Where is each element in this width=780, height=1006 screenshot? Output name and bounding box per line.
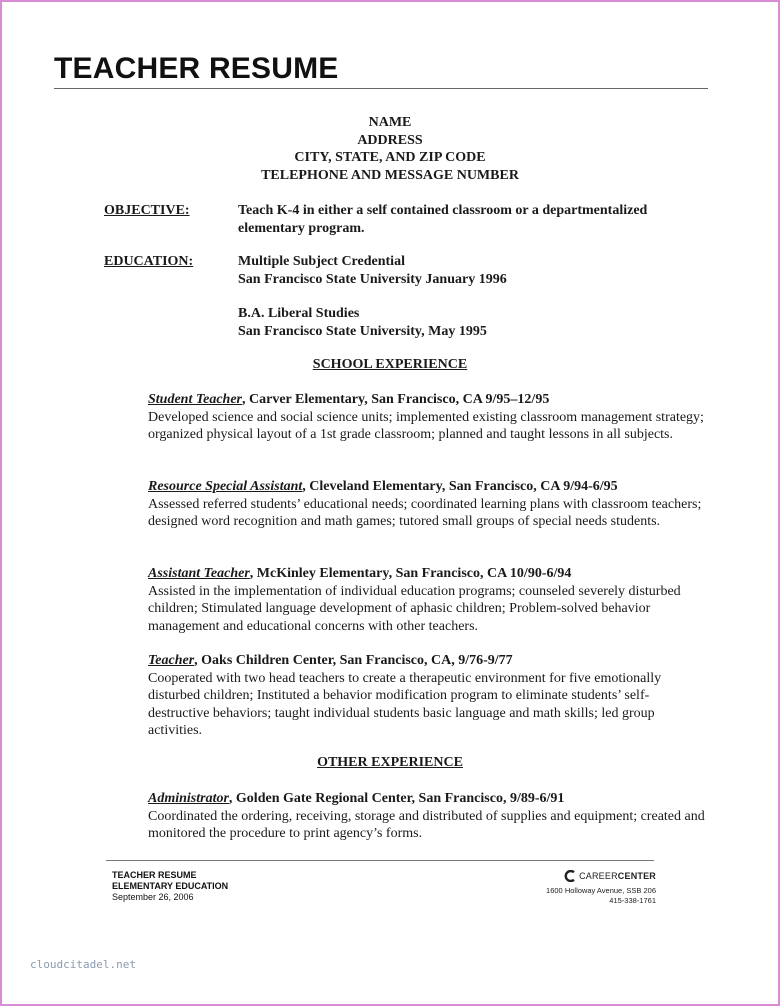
footer-divider: [106, 860, 654, 861]
job-description: Developed science and social science units; implemented existing classroom management strategy; organized physical layout of a 1st grade classroom; planned and taught lessons in all subjects.: [148, 409, 704, 442]
job-title-line: [148, 652, 708, 670]
footer-date: September 26, 2006: [112, 892, 194, 902]
job-details: , Golden Gate Regional Center, San Francisco, 9/89-6/91: [228, 791, 565, 806]
education-institution: San Francisco State University January 1996: [238, 271, 507, 287]
contact-telephone: TELEPHONE AND MESSAGE NUMBER: [261, 167, 519, 183]
job-description: Assessed referred students’ educational needs; coordinated learning plans with classroom teachers; designed word recognition and math games; tutored small groups of special needs students.: [148, 496, 702, 529]
title-divider: [54, 88, 708, 89]
education-label: EDUCATION:: [104, 254, 194, 269]
job-description: Assisted in the implementation of individual education programs; counseled severely disturbed children; Stimulated language development of aphasic children; Problem-solved behavior management and educational concerns with other teachers.: [148, 583, 681, 634]
document-title: TEACHER RESUME: [54, 52, 339, 85]
education-entry: [238, 253, 708, 288]
job-entry: [148, 391, 708, 444]
job-title-line: [148, 565, 708, 583]
job-description: Cooperated with two head teachers to create a therapeutic environment for five emotionally disturbed children; Instituted a behavior modification program to eliminate students’ self-destructive behaviors; taught individual students basic language and math skills; led group activities.: [148, 670, 662, 738]
career-center-logo-icon: [564, 870, 576, 882]
job-title-line: [148, 790, 708, 808]
objective-label: OBJECTIVE:: [104, 203, 190, 218]
logo-text-center: CENTER: [617, 871, 656, 881]
contact-address: ADDRESS: [357, 132, 423, 148]
job-details: , Cleveland Elementary, San Francisco, CA 9/94-6/95: [302, 479, 618, 494]
education-entry: [238, 305, 708, 340]
footer-info: [112, 870, 228, 903]
school-experience-heading: SCHOOL EXPERIENCE: [312, 357, 468, 372]
site-watermark: cloudcitadel.net: [30, 958, 136, 971]
job-role: Administrator: [148, 791, 229, 806]
job-entry: [148, 478, 708, 531]
career-center-address: 1600 Holloway Avenue, SSB 206: [546, 886, 656, 895]
contact-block: [0, 114, 780, 184]
job-details: , Oaks Children Center, San Francisco, CA, 9/76-9/77: [194, 653, 513, 668]
other-experience-heading: OTHER EXPERIENCE: [317, 755, 463, 770]
job-entry: [148, 790, 708, 843]
career-center-block: [546, 870, 656, 906]
footer-doc-subtitle: ELEMENTARY EDUCATION: [112, 881, 229, 891]
career-center-logo: [546, 870, 656, 882]
education-credential: Multiple Subject Credential: [238, 254, 405, 269]
job-description: Coordinated the ordering, receiving, storage and distributed of supplies and equipment; created and monitored the procedure to print agency’s forms.: [148, 808, 705, 841]
job-details: , McKinley Elementary, San Francisco, CA 10/90-6/94: [249, 566, 572, 581]
education-institution: San Francisco State University, May 1995: [238, 323, 487, 339]
job-details: , Carver Elementary, San Francisco, CA 9/95–12/95: [242, 392, 550, 407]
logo-text-career: CAREER: [579, 871, 618, 881]
contact-name: NAME: [368, 115, 412, 130]
job-title-line: [148, 391, 708, 409]
job-entry: [148, 652, 708, 740]
job-role: Teacher: [148, 653, 195, 668]
objective-text: Teach K-4 in either a self contained classroom or a departmentalized elementary program.: [238, 203, 648, 236]
footer-doc-title: TEACHER RESUME: [112, 870, 197, 880]
job-role: Assistant Teacher: [148, 566, 250, 581]
education-degree: B.A. Liberal Studies: [238, 306, 360, 321]
job-entry: [148, 565, 708, 635]
job-title-line: [148, 478, 708, 496]
job-role: Student Teacher: [148, 392, 242, 407]
contact-city-state-zip: CITY, STATE, AND ZIP CODE: [294, 150, 486, 165]
career-center-phone: 415-338-1761: [609, 896, 656, 905]
job-role: Resource Special Assistant: [148, 479, 303, 494]
